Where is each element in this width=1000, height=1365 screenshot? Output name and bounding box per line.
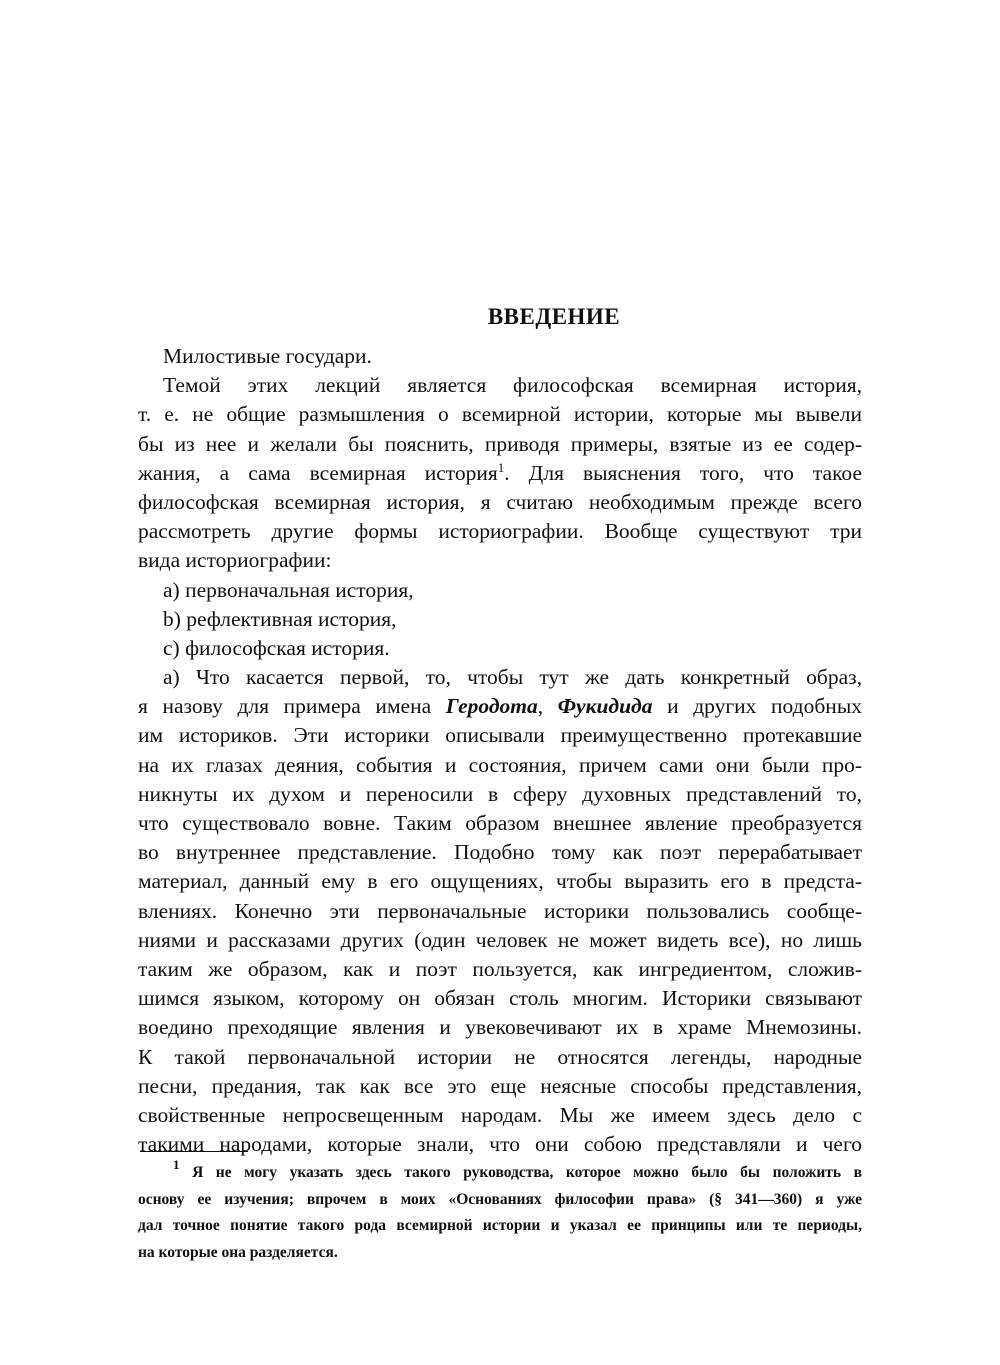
footnote-line bbox=[138, 1160, 862, 1187]
footnote-divider bbox=[140, 1151, 248, 1152]
footnote bbox=[138, 1160, 862, 1266]
paragraph-line: воедино преходящие явления и увековечивают их в храме Мнемозины. bbox=[138, 1015, 862, 1040]
paragraph-line: т. е. не общие размышления о всемирной истории, которые мы вывели bbox=[138, 402, 862, 427]
paragraph-line: рассмотреть другие формы историографии. Вообще существуют три bbox=[138, 519, 862, 544]
italic-name: Фукидида bbox=[557, 694, 653, 719]
footnote-marker: 1 bbox=[173, 1160, 180, 1172]
footnote-line: основу ее изучения; впрочем в моих «Основаниях философии права» (§ 341—360) я уже bbox=[138, 1190, 862, 1208]
paragraph-line: Милостивые государи. bbox=[163, 344, 372, 368]
paragraph-line-part: . Для выяснения того, что такое bbox=[504, 460, 862, 485]
paragraph-line: им историков. Эти историки описывали преимущественно протекавшие bbox=[138, 723, 862, 748]
paragraph-line: Темой этих лекций является философская всемирная история, bbox=[163, 373, 862, 398]
paragraph-line: что существовало вовне. Таким образом внешнее явление преобразуется bbox=[138, 811, 862, 835]
paragraph-line: философская всемирная история, я считаю необходимым прежде всего bbox=[138, 489, 862, 514]
paragraph-line: a) Что касается первой, то, чтобы тут же дать конкретный образ, bbox=[163, 665, 862, 690]
paragraph-line: К такой первоначальной истории не относятся легенды, народные bbox=[138, 1044, 862, 1069]
footnote-line: дал точное понятие такого рода всемирной истории и указал ее принципы или те периоды, bbox=[138, 1217, 862, 1234]
list-item: c) философская история. bbox=[163, 635, 390, 660]
paragraph-line: таким же образом, как и поэт пользуется, как ингредиентом, сложив- bbox=[138, 956, 862, 981]
footnote-reference: 1 bbox=[497, 459, 505, 475]
paragraph-line: влениях. Конечно эти первоначальные историки пользовались сообще- bbox=[138, 898, 862, 923]
paragraph-line bbox=[138, 459, 862, 488]
paragraph-line: на их глазах деяния, события и состояния, причем сами они были про- bbox=[138, 752, 862, 777]
paragraph-line: никнуты их духом и переносили в сферу духовных представлений то, bbox=[138, 781, 862, 806]
paragraph-line: шимся языком, которому он обязан столь многим. Историки связывают bbox=[138, 986, 862, 1011]
paragraph-line: такими народами, которые знали, что они собою представляли и чего bbox=[138, 1132, 862, 1157]
italic-name: Геродота bbox=[445, 694, 538, 719]
paragraph-line-part: , bbox=[537, 694, 558, 719]
footnote-line: на которые она разделяется. bbox=[138, 1243, 338, 1261]
list-item: a) первоначальная история, bbox=[163, 577, 414, 602]
paragraph-line: песни, предания, так как все это еще неясные способы представления, bbox=[138, 1073, 862, 1098]
paragraph-line: бы из нее и желали бы пояснить, приводя примеры, взятые из ее содер- bbox=[138, 431, 862, 456]
paragraph-line-part: и других подобных bbox=[652, 694, 862, 719]
paragraph-line-part: я назову для примера имена bbox=[138, 694, 446, 719]
paragraph-line: материал, данный ему в его ощущениях, чтобы выразить его в предста- bbox=[138, 869, 862, 894]
paragraph-line bbox=[138, 692, 862, 721]
list-item: b) рефлективная история, bbox=[163, 606, 397, 631]
body-text bbox=[138, 342, 862, 1159]
paragraph-line: во внутреннее представление. Подобно тому как поэт перерабатывает bbox=[138, 840, 862, 865]
footnote-line-part: Я не могу указать здесь такого руководства, которое можно было бы положить в bbox=[192, 1164, 862, 1181]
chapter-heading: ВВЕДЕНИЕ bbox=[487, 304, 621, 329]
paragraph-line-part: жания, а сама всемирная история bbox=[138, 460, 498, 485]
paragraph-line: свойственные непросвещенным народам. Мы же имеем здесь дело с bbox=[138, 1102, 862, 1127]
paragraph-line: вида историографии: bbox=[138, 548, 332, 573]
paragraph-line: ниями и рассказами других (один человек не может видеть все), но лишь bbox=[138, 927, 862, 952]
